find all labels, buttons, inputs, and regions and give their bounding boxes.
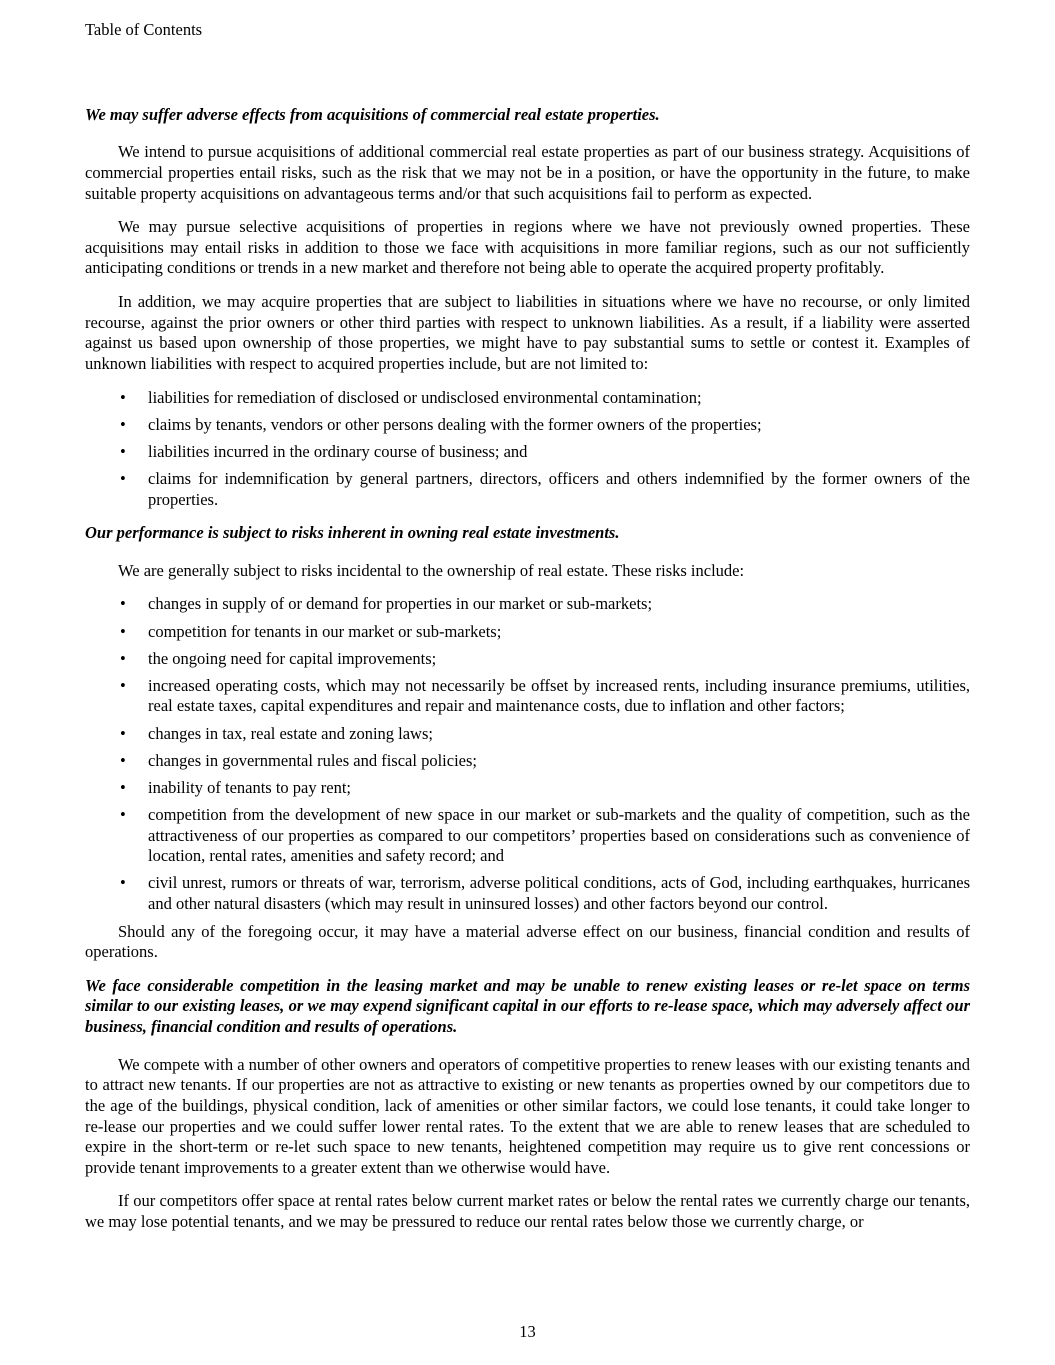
list-item-text: claims by tenants, vendors or other persons dealing with the former owners of the properties; (148, 414, 762, 434)
bullet-icon: • (120, 648, 126, 668)
list-item-text: increased operating costs, which may not necessarily be offset by increased rents, including insurance premiums, utilities, real estate taxes, capital expenditures and repair and maintenance costs, due to inflation and other factors; (148, 675, 970, 716)
table-of-contents-link[interactable]: Table of Contents (85, 20, 203, 39)
list-item (85, 415, 970, 436)
list-item (85, 873, 970, 914)
bullet-list-unknown-liabilities (85, 388, 970, 511)
bullet-icon: • (120, 777, 126, 797)
paragraph-performance-intro: We are generally subject to risks incidental to the ownership of real estate. These risks include: (118, 560, 745, 580)
bullet-icon: • (120, 750, 126, 770)
list-item-text: claims for indemnification by general partners, directors, officers and others indemnified by the former owners of the properties. (148, 468, 970, 509)
list-item (85, 751, 970, 772)
list-item (85, 388, 970, 409)
paragraph-competition-1: We compete with a number of other owners and operators of competitive properties to renew leases with our existing tenants and to attract new tenants. If our properties are not as attractive to existing or new tenants as properties owned by our competitors due to the age of the buildings, physical condition, lack of amenities or other similar factors, we could lose tenants, it could take longer to re-lease our properties and we could suffer lower rental rates. To the extent that we are able to renew leases that are scheduled to expire in the short-term or re-let such space to new tenants, heightened competition may require us to give rent concessions or provide tenant improvements to a greater extent than we otherwise would have. (85, 1054, 970, 1177)
list-item-text: changes in tax, real estate and zoning laws; (148, 723, 433, 743)
list-item-text: liabilities for remediation of disclosed or undisclosed environmental contamination; (148, 387, 702, 407)
list-item-text: civil unrest, rumors or threats of war, terrorism, adverse political conditions, acts of God, including earthquakes, hurricanes and other natural disasters (which may result in uninsured losses) and other factors beyond our control. (148, 873, 970, 913)
bullet-icon: • (120, 804, 126, 824)
bullet-icon: • (120, 414, 126, 434)
list-item (85, 442, 970, 463)
list-item (85, 594, 970, 615)
list-item (85, 676, 970, 717)
list-item (85, 649, 970, 670)
paragraph-acquisitions-2: We may pursue selective acquisitions of properties in regions where we have not previously owned properties. These acquisitions may entail risks in addition to those we face with acquisitions in more familiar regions, such as our not sufficiently anticipating conditions or trends in a new market and therefore not being able to operate the acquired property profitably. (85, 217, 970, 278)
bullet-icon: • (120, 594, 126, 614)
list-item (85, 778, 970, 799)
risk-heading-acquisitions: We may suffer adverse effects from acquisitions of commercial real estate properties. (85, 104, 660, 124)
list-item (85, 724, 970, 745)
list-item-text: changes in supply of or demand for properties in our market or sub-markets; (148, 594, 653, 614)
list-item (85, 469, 970, 510)
bullet-icon: • (120, 441, 126, 461)
list-item-text: changes in governmental rules and fiscal policies; (148, 750, 477, 770)
paragraph-competition-2: If our competitors offer space at rental rates below current market rates or below the rental rates we currently charge our tenants, we may lose potential tenants, and we may be pressured to reduce our rental rates below those we currently charge, or (85, 1191, 970, 1231)
bullet-icon: • (120, 468, 126, 488)
page-number: 13 (519, 1322, 536, 1342)
list-item-text: liabilities incurred in the ordinary course of business; and (148, 441, 528, 461)
list-item-text: competition for tenants in our market or sub-markets; (148, 621, 502, 641)
list-item (85, 622, 970, 643)
paragraph-acquisitions-3: In addition, we may acquire properties that are subject to liabilities in situations where we have no recourse, or only limited recourse, against the prior owners or other third parties with respect to unknown liabilities. As a result, if a liability were asserted against us based upon ownership of those properties, we might have to pay substantial sums to settle or contest it. Examples of unknown liabilities with respect to acquired properties include, but are not limited to: (85, 292, 970, 373)
bullet-icon: • (120, 387, 126, 407)
bullet-icon: • (120, 621, 126, 641)
list-item-text: competition from the development of new space in our market or sub-markets and the quality of competition, such as the attractiveness of our properties as compared to our competitors’ properties based on considerations such as convenience of location, rental rates, amenities and safety record; and (148, 804, 970, 866)
bullet-icon: • (120, 675, 126, 695)
bullet-icon: • (120, 723, 126, 743)
list-item-text: inability of tenants to pay rent; (148, 777, 351, 797)
list-item (85, 805, 970, 867)
bullet-list-ownership-risks (85, 594, 970, 914)
paragraph-acquisitions-1: We intend to pursue acquisitions of additional commercial real estate properties as part of our business strategy. Acquisitions of commercial properties entail risks, such as the risk that we may not be in a position, or have the opportunity in the future, to make suitable property acquisitions on advantageous terms and/or that such acquisitions fail to perform as expected. (85, 142, 970, 203)
risk-heading-competition: We face considerable competition in the leasing market and may be unable to renew existing leases or re-let space on terms similar to our existing leases, or we may expend significant capital in our efforts to re-lease space, which may adversely affect our business, financial condition and results of operations. (85, 975, 970, 1036)
paragraph-performance-closing: Should any of the foregoing occur, it may have a material adverse effect on our business, financial condition and results of operations. (85, 921, 970, 962)
risk-heading-performance: Our performance is subject to risks inherent in owning real estate investments. (85, 523, 620, 543)
list-item-text: the ongoing need for capital improvements; (148, 648, 437, 668)
bullet-icon: • (120, 873, 126, 893)
